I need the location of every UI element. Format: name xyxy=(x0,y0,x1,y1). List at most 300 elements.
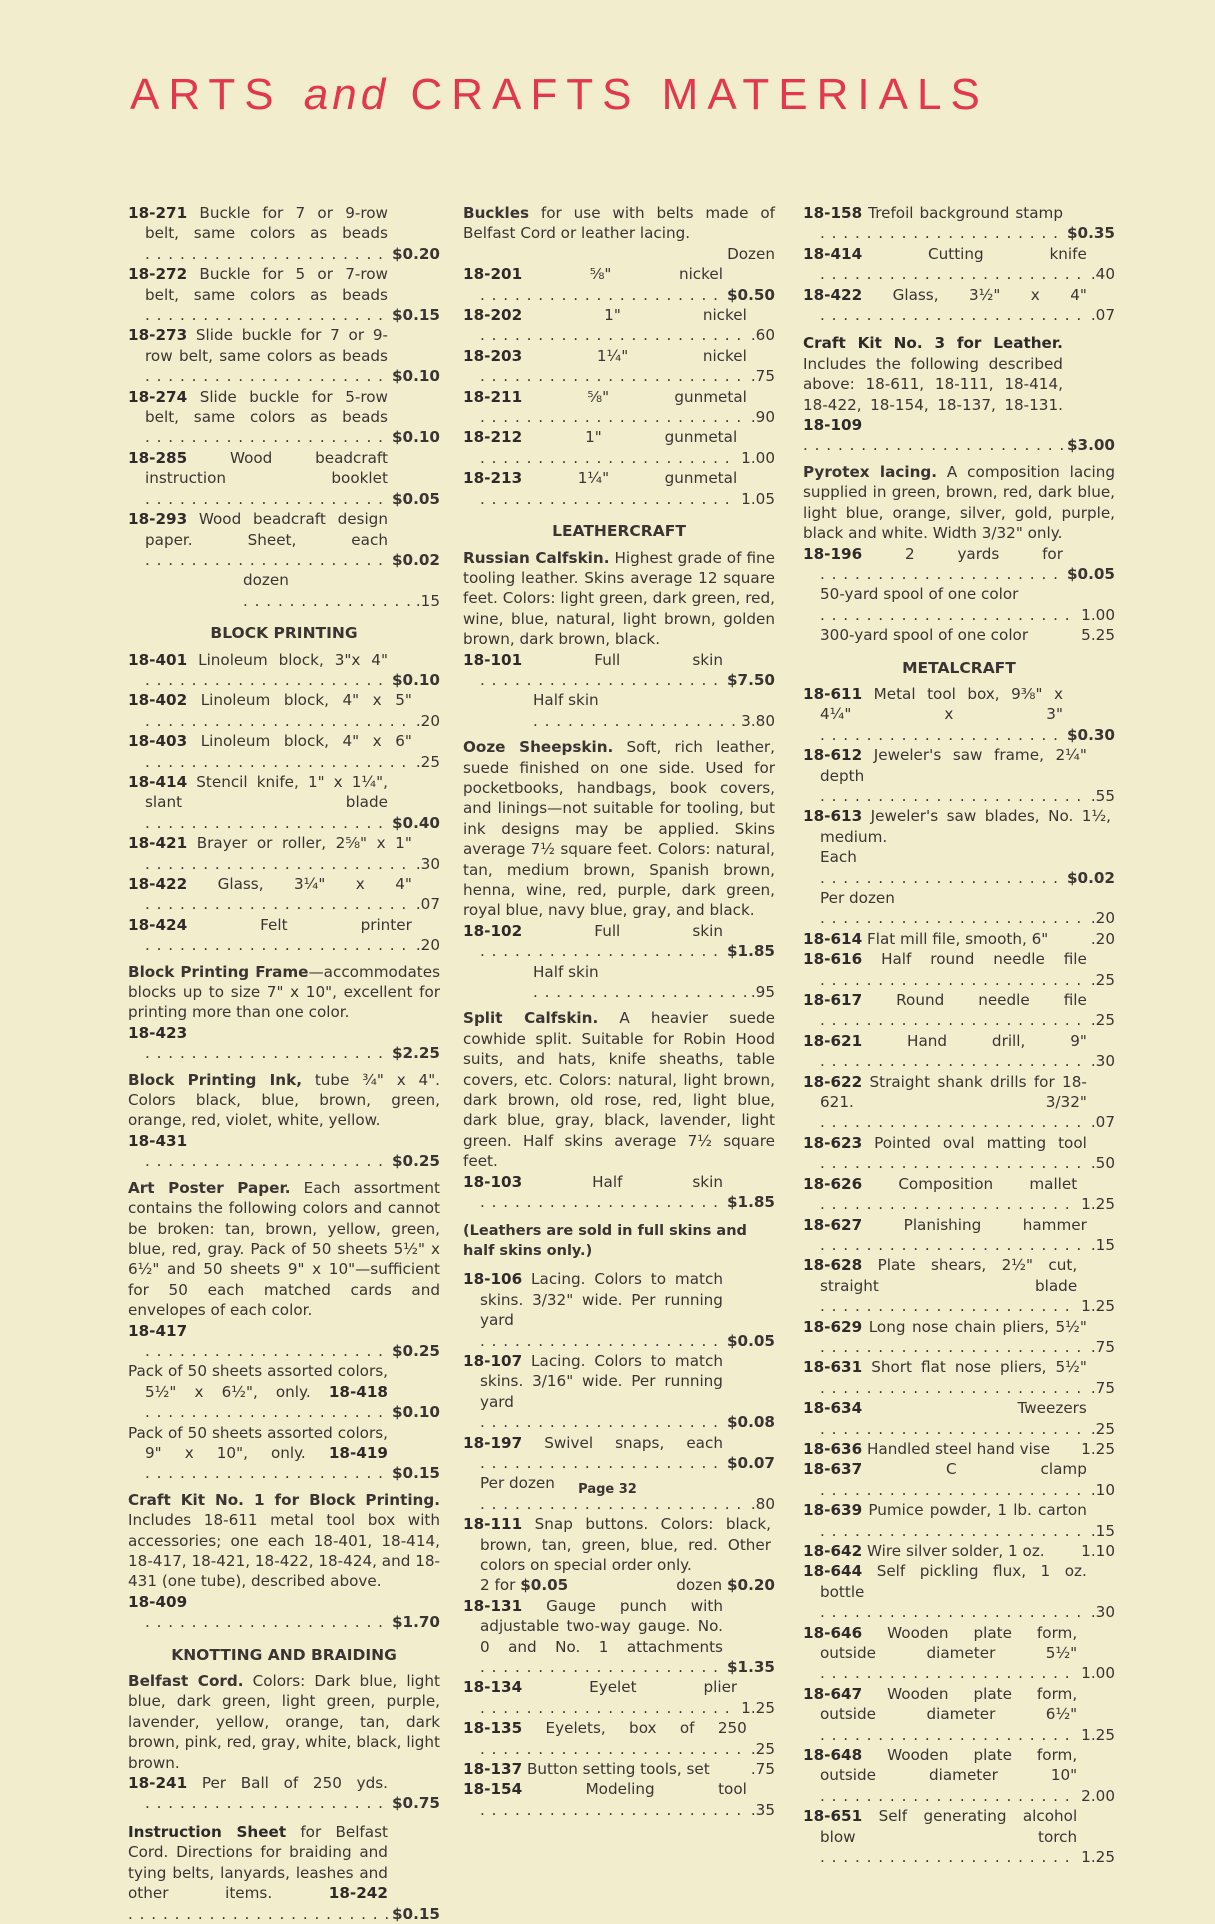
item-code: 18-627 xyxy=(803,1215,863,1234)
item-text xyxy=(128,1023,388,1064)
item-price: $0.20 xyxy=(391,244,440,263)
catalog-item xyxy=(128,772,440,833)
item-price: $0.50 xyxy=(726,285,775,304)
catalog-item xyxy=(463,1351,775,1433)
catalog-item xyxy=(803,1439,1115,1459)
item-price: $1.35 xyxy=(726,1658,775,1677)
catalog-item xyxy=(128,650,440,691)
item-price: .95 xyxy=(750,983,775,1002)
item-price: 1.25 xyxy=(1081,1725,1115,1744)
item-text xyxy=(463,346,747,387)
catalog-item xyxy=(463,1172,775,1213)
item-text xyxy=(463,1433,723,1474)
item-description: Full skin xyxy=(594,921,723,940)
item-description: Pack of 50 sheets assorted colors, 9" x 10", only. xyxy=(128,1423,388,1462)
item-price: $0.10 xyxy=(391,670,440,689)
item-description: Slide buckle for 5-row belt, same colors as beads xyxy=(145,387,388,427)
catalog-item xyxy=(463,468,775,509)
item-text xyxy=(803,1031,1087,1072)
item-description: Full skin xyxy=(594,650,723,669)
item-code: 18-651 xyxy=(803,1807,863,1826)
catalog-item xyxy=(463,387,775,428)
item-description: Each xyxy=(820,848,857,867)
item-code: 18-102 xyxy=(463,921,523,940)
catalog-item xyxy=(803,1072,1115,1133)
catalog-item xyxy=(803,949,1115,990)
item-text xyxy=(803,1215,1087,1256)
item-price: 1.10 xyxy=(1081,1542,1115,1560)
catalog-item xyxy=(463,1269,775,1351)
item-description: Jeweler's saw frame, 2¼" depth xyxy=(820,746,1087,785)
item-code: 18-622 xyxy=(803,1072,863,1091)
item-code: 18-201 xyxy=(463,265,523,284)
item-code: 18-629 xyxy=(803,1317,863,1336)
item-code: 18-197 xyxy=(463,1433,523,1452)
item-text xyxy=(803,1745,1077,1806)
item-code: 18-646 xyxy=(803,1623,863,1642)
item-code: 18-628 xyxy=(803,1256,863,1275)
item-price: 5.25 xyxy=(1081,626,1115,645)
catalog-item xyxy=(128,874,440,915)
item-text xyxy=(803,203,1063,244)
item-text xyxy=(463,468,737,509)
catalog-item xyxy=(463,427,775,468)
item-text xyxy=(463,1351,723,1433)
item-text xyxy=(463,1759,747,1779)
item-code: 18-626 xyxy=(803,1174,863,1193)
item-description: Lacing. Colors to match skins. 3/16" wide. Per running yard xyxy=(480,1351,723,1411)
price-left xyxy=(480,1575,568,1595)
catalog-item xyxy=(803,806,1115,847)
item-description: Half skin xyxy=(592,1172,723,1191)
item-text xyxy=(463,1718,747,1759)
catalog-item xyxy=(803,1174,1115,1215)
catalog-item xyxy=(803,1806,1115,1867)
item-code: 18-242 xyxy=(328,1884,388,1903)
note: (Leathers are sold in full skins and half skins only.) xyxy=(463,1222,747,1259)
item-code: 18-631 xyxy=(803,1358,863,1377)
item-description: Self pickling flux, 1 oz. bottle xyxy=(820,1562,1087,1601)
item-text xyxy=(803,584,1077,625)
item-description: Felt printer xyxy=(260,915,412,934)
price-sub-line xyxy=(463,690,775,731)
item-text xyxy=(463,305,747,346)
item-text xyxy=(128,1773,388,1814)
description-text: tube ¾" x 4". Colors black, blue, brown, green, orange, red, violet, white, yellow. xyxy=(128,1070,441,1130)
item-description: Buckle for 7 or 9-row belt, same colors as beads xyxy=(145,204,388,243)
item-description: Round needle file xyxy=(896,991,1087,1010)
item-code: 18-103 xyxy=(463,1172,523,1191)
item-code: 18-617 xyxy=(803,991,863,1010)
item-description: Wooden plate form, outside diameter 10" xyxy=(820,1746,1078,1785)
item-description: Glass, 3½" x 4" xyxy=(892,285,1087,304)
item-code: 18-211 xyxy=(463,387,523,406)
item-price: $0.02 xyxy=(1066,868,1115,887)
catalog-item xyxy=(128,264,440,325)
description xyxy=(803,462,1115,544)
item-description: Includes the following described above: 18-611, 18-111, 18-414, 18-422, 18-154, 18-137, 18-131. xyxy=(803,354,1063,414)
description-lead: Block Printing Frame xyxy=(128,962,309,981)
item-description: Wooden plate form, outside diameter 5½" xyxy=(820,1623,1078,1663)
item-description: Half round needle file xyxy=(881,950,1087,969)
item-text xyxy=(803,1357,1087,1398)
item-price: .25 xyxy=(1090,1419,1115,1438)
description-lead: Buckles xyxy=(463,204,530,222)
item-price: .15 xyxy=(1090,1235,1115,1254)
catalog-item xyxy=(803,1684,1115,1745)
price-label: dozen xyxy=(676,1576,727,1595)
item-price: $0.05 xyxy=(391,489,440,508)
item-code: 18-648 xyxy=(803,1746,863,1765)
item-description: dozen xyxy=(243,571,289,590)
item-description: Hand drill, 9" xyxy=(907,1031,1087,1050)
item-text xyxy=(128,1131,388,1172)
item-code: 18-422 xyxy=(803,285,863,304)
item-description: Snap buttons. Colors: black, brown, tan, green, blue, red. Other colors on special order only. xyxy=(480,1515,771,1574)
item-price: $7.50 xyxy=(726,670,775,689)
item-code: 18-154 xyxy=(463,1780,523,1799)
section-heading: KNOTTING AND BRAIDING xyxy=(171,1645,397,1664)
item-price: .07 xyxy=(1090,1113,1115,1132)
item-description: 1¼" gunmetal xyxy=(577,469,738,488)
description-lead: Belfast Cord. xyxy=(128,1672,244,1691)
catalog-item xyxy=(803,203,1115,244)
item-text xyxy=(463,1514,771,1575)
price-sub-line xyxy=(803,847,1115,888)
catalog-item xyxy=(128,1023,440,1064)
item-description: 1" nickel xyxy=(604,306,747,325)
item-price: .55 xyxy=(1090,786,1115,805)
item-price: .10 xyxy=(1090,1480,1115,1499)
item-price: $0.25 xyxy=(391,1152,440,1171)
item-text xyxy=(128,833,412,874)
item-description: Lacing. Colors to match skins. 3/32" wide. Per running yard xyxy=(480,1270,723,1330)
catalog-item xyxy=(128,1822,440,1924)
item-text xyxy=(803,1317,1087,1358)
item-text xyxy=(128,570,412,611)
catalog-item xyxy=(803,333,1115,455)
item-code: 18-107 xyxy=(463,1351,523,1370)
item-text xyxy=(803,888,1087,929)
item-price: $0.08 xyxy=(726,1413,775,1432)
description-text: A composition lacing supplied in green, brown, red, dark blue, light blue, orange, silver, gold, purple, black and white. Width 3/32" only. xyxy=(803,462,1116,543)
item-code: 18-285 xyxy=(128,448,188,467)
catalog-item xyxy=(803,1623,1115,1684)
item-code: 18-293 xyxy=(128,510,188,529)
description xyxy=(128,1178,440,1321)
catalog-item xyxy=(803,929,1115,949)
description-lead: Split Calfskin. xyxy=(463,1009,599,1028)
item-text xyxy=(463,264,723,305)
item-text xyxy=(803,625,1077,645)
item-description: Self generating alcohol blow torch xyxy=(820,1807,1078,1846)
item-price: $0.15 xyxy=(391,1464,440,1483)
item-price: $0.25 xyxy=(391,1341,440,1360)
item-price: $1.70 xyxy=(391,1613,440,1632)
catalog-item xyxy=(128,731,440,772)
catalog-item xyxy=(803,1317,1115,1358)
item-price: $0.30 xyxy=(1066,725,1115,744)
item-description: Cutting knife xyxy=(928,244,1087,263)
item-price: $0.05 xyxy=(1066,564,1115,583)
item-code: 18-401 xyxy=(128,650,188,669)
description-text: for use with belts made of Belfast Cord or leather lacing. xyxy=(463,204,775,243)
item-price: .25 xyxy=(750,1739,775,1758)
item-code: 18-421 xyxy=(128,834,188,853)
item-description: Plate shears, 2½" cut, straight blade xyxy=(820,1256,1078,1295)
catalog-item xyxy=(803,1255,1115,1316)
description xyxy=(463,737,775,921)
item-code: 18-101 xyxy=(463,650,523,669)
item-code: 18-637 xyxy=(803,1460,863,1479)
catalog-item xyxy=(128,1361,440,1422)
item-description: Jeweler's saw blades, No. 1½, medium. xyxy=(820,807,1111,846)
item-text xyxy=(463,1677,737,1718)
price-right xyxy=(676,1575,775,1595)
item-text xyxy=(128,387,388,448)
catalog-item xyxy=(803,684,1115,745)
price-sub-line xyxy=(128,570,440,611)
item-price: .15 xyxy=(415,591,440,610)
catalog-item xyxy=(128,1773,440,1814)
item-text xyxy=(128,1592,388,1633)
item-description: Buckle for 5 or 7-row belt, same colors as beads xyxy=(145,265,388,304)
item-code: 18-431 xyxy=(128,1131,188,1150)
item-description: Half skin xyxy=(533,691,599,710)
item-text xyxy=(803,684,1063,745)
item-price: $1.85 xyxy=(726,1193,775,1212)
item-description: C clamp xyxy=(946,1460,1087,1479)
description xyxy=(128,1671,440,1773)
catalog-item xyxy=(128,1131,440,1172)
item-description: Half skin xyxy=(533,962,599,981)
item-description: Glass, 3¼" x 4" xyxy=(217,875,412,893)
item-code: 18-414 xyxy=(128,772,188,791)
item-description: for Belfast Cord. Directions for braiding and tying belts, lanyards, leashes and other items. xyxy=(128,1822,388,1903)
item-text xyxy=(128,264,388,325)
item-price: 1.00 xyxy=(1081,605,1115,624)
catalog-item xyxy=(463,264,775,305)
item-text xyxy=(463,690,737,731)
item-text xyxy=(128,325,388,386)
catalog-item xyxy=(803,1745,1115,1806)
description-lead: Pyrotex lacing. xyxy=(803,462,938,481)
item-description: Wood beadcraft instruction booklet xyxy=(145,448,388,488)
item-code: 18-212 xyxy=(463,428,523,447)
item-code: 18-203 xyxy=(463,346,523,365)
item-description: Short flat nose pliers, 5½" xyxy=(871,1358,1087,1377)
item-price: .30 xyxy=(415,854,440,873)
item-code: 18-614 xyxy=(803,929,863,948)
catalog-item xyxy=(803,1500,1115,1541)
item-description: 300-yard spool of one color xyxy=(820,626,1029,645)
item-code: 18-202 xyxy=(463,306,523,325)
item-code: 18-158 xyxy=(803,204,863,222)
item-text xyxy=(128,650,388,691)
section-heading: METALCRAFT xyxy=(902,658,1016,677)
item-description: Flat mill file, smooth, 6" xyxy=(866,929,1049,948)
item-text xyxy=(803,1255,1077,1316)
description xyxy=(128,1070,440,1131)
item-price: .40 xyxy=(1090,265,1115,284)
item-code: 18-639 xyxy=(803,1501,863,1520)
description-text: Includes 18-611 metal tool box with accessories; one each 18-401, 18-414, 18-417, 18-421, 18-422, 18-424, and 18-431 (one tube), described above. xyxy=(128,1511,441,1591)
item-description: Gauge punch with adjustable two-way gauge. No. 0 and No. 1 attachments xyxy=(480,1596,723,1656)
page-title xyxy=(130,70,989,120)
item-text xyxy=(803,949,1087,990)
item-price: 1.00 xyxy=(1081,1664,1115,1683)
item-price: $0.10 xyxy=(391,428,440,447)
catalog-item xyxy=(128,1321,440,1362)
item-description: Modeling tool xyxy=(585,1780,747,1799)
item-code: 18-616 xyxy=(803,950,863,969)
item-code: 18-271 xyxy=(128,204,188,222)
item-description: Planishing hammer xyxy=(903,1215,1087,1234)
item-description: Wire silver solder, 1 oz. xyxy=(866,1542,1045,1560)
item-text xyxy=(803,285,1087,326)
item-price: .60 xyxy=(750,326,775,345)
item-price: 1.05 xyxy=(741,489,775,508)
item-text xyxy=(803,745,1087,806)
item-text xyxy=(803,1500,1087,1541)
item-price: 1.25 xyxy=(1081,1297,1115,1316)
catalog-item xyxy=(803,1398,1115,1439)
item-price: .30 xyxy=(1090,1052,1115,1071)
item-description: ⅝" nickel xyxy=(589,265,723,284)
item-price: $0.07 xyxy=(726,1453,775,1472)
catalog-item xyxy=(803,1215,1115,1256)
item-code: 18-634 xyxy=(803,1399,863,1418)
item-price: .75 xyxy=(1090,1337,1115,1356)
item-description: Linoleum block, 3"x 4" xyxy=(198,650,388,669)
item-code: 18-213 xyxy=(463,469,523,488)
description xyxy=(128,962,440,1023)
item-price: $0.15 xyxy=(391,1904,440,1923)
item-text xyxy=(463,1269,723,1351)
item-code: 18-647 xyxy=(803,1684,863,1703)
description-text: A heavier suede cowhide split. Suitable for Robin Hood suits, and hats, knife sheaths, table covers, etc. Colors: natural, light brown, dark brown, old rose, red, light blue, dark blue, gray, black, lavender, light green. Half skins average 7½ square feet. xyxy=(463,1009,776,1171)
item-code: 18-403 xyxy=(128,732,188,751)
item-text xyxy=(128,203,388,264)
item-price: $0.75 xyxy=(391,1794,440,1813)
price-label: 2 for xyxy=(480,1576,521,1595)
item-code: 18-418 xyxy=(328,1382,388,1401)
item-text xyxy=(803,1623,1077,1684)
catalog-item xyxy=(803,1031,1115,1072)
item-price: 1.25 xyxy=(741,1698,775,1717)
catalog-item xyxy=(463,1677,775,1718)
item-description: Eyelet plier xyxy=(589,1678,738,1697)
item-description: Straight shank drills for 18-621. 3/32" xyxy=(820,1072,1087,1112)
item-text xyxy=(803,1561,1087,1622)
item-text xyxy=(803,990,1087,1031)
item-description: Handled steel hand vise xyxy=(866,1439,1051,1458)
item-price: .75 xyxy=(750,367,775,386)
item-text xyxy=(803,847,1063,888)
item-description: ⅝" gunmetal xyxy=(587,387,747,406)
item-text xyxy=(803,806,1111,847)
item-text xyxy=(803,1806,1077,1867)
item-price: .07 xyxy=(1090,306,1115,325)
item-text xyxy=(128,509,388,570)
item-description: Wood beadcraft design paper. Sheet, each xyxy=(145,510,388,549)
item-code: 18-137 xyxy=(463,1760,523,1779)
item-price: 3.80 xyxy=(741,711,775,730)
item-code: 18-424 xyxy=(128,915,188,934)
item-description: Metal tool box, 9⅜" x 4¼" x 3" xyxy=(820,684,1063,724)
item-text xyxy=(803,333,1063,455)
catalog-item xyxy=(128,1592,440,1633)
catalog-item xyxy=(128,448,440,509)
description-lead: Craft Kit No. 1 for Block Printing. xyxy=(128,1490,440,1509)
item-price: 1.25 xyxy=(1081,1439,1115,1458)
item-price: .35 xyxy=(750,1800,775,1819)
item-code: 18-644 xyxy=(803,1562,863,1581)
item-description: 50-yard spool of one color xyxy=(820,585,1019,604)
item-code: 18-419 xyxy=(328,1443,388,1462)
item-text xyxy=(128,874,412,915)
column-1 xyxy=(128,203,440,1924)
item-price: .07 xyxy=(415,895,440,914)
description xyxy=(463,203,775,244)
item-text xyxy=(128,1423,388,1484)
item-code: 18-422 xyxy=(128,875,188,893)
item-price: $0.35 xyxy=(1066,224,1115,243)
title-crafts-materials: CRAFTS MATERIALS xyxy=(410,70,989,119)
item-description: Pumice powder, 1 lb. carton xyxy=(868,1501,1087,1520)
item-code: 18-106 xyxy=(463,1270,523,1289)
item-code: 18-642 xyxy=(803,1542,863,1560)
item-text xyxy=(463,1779,747,1820)
catalog-item xyxy=(128,387,440,448)
item-text xyxy=(128,731,412,772)
item-description: Tweezers xyxy=(1017,1399,1087,1418)
item-lead: Craft Kit No. 3 for Leather. xyxy=(803,334,1063,353)
catalog-item xyxy=(803,1357,1115,1398)
catalog-item xyxy=(463,1779,775,1820)
item-code: 18-621 xyxy=(803,1031,863,1050)
item-description: 2 yards for xyxy=(904,544,1063,563)
item-text xyxy=(128,1361,388,1422)
catalog-item xyxy=(128,915,440,956)
item-code: 18-196 xyxy=(803,544,863,563)
item-code: 18-131 xyxy=(463,1596,523,1615)
column-header: Dozen xyxy=(727,244,775,263)
item-description: Pointed oval matting tool xyxy=(874,1133,1087,1152)
catalog-item xyxy=(803,1133,1115,1174)
item-text xyxy=(803,1174,1077,1215)
catalog-item xyxy=(463,1514,775,1575)
item-description: Trefoil background stamp xyxy=(868,204,1063,222)
catalog-item xyxy=(803,990,1115,1031)
item-description: Stencil knife, 1" x 1¼", slant blade xyxy=(145,772,388,812)
item-price: $0.10 xyxy=(391,1403,440,1422)
item-description: Long nose chain pliers, 5½" xyxy=(868,1317,1087,1336)
catalog-item xyxy=(463,1759,775,1779)
item-text xyxy=(128,1822,388,1924)
item-price: $1.85 xyxy=(726,942,775,961)
item-description: Per dozen xyxy=(820,889,895,907)
catalog-item xyxy=(463,1718,775,1759)
item-price: 1.25 xyxy=(1081,1195,1115,1214)
catalog-item xyxy=(463,1433,775,1474)
title-and: and xyxy=(303,70,390,119)
item-price: .75 xyxy=(750,1760,775,1779)
item-text xyxy=(803,929,1087,949)
item-text xyxy=(803,1072,1087,1133)
catalog-item xyxy=(463,921,775,962)
item-code: 18-423 xyxy=(128,1023,188,1042)
